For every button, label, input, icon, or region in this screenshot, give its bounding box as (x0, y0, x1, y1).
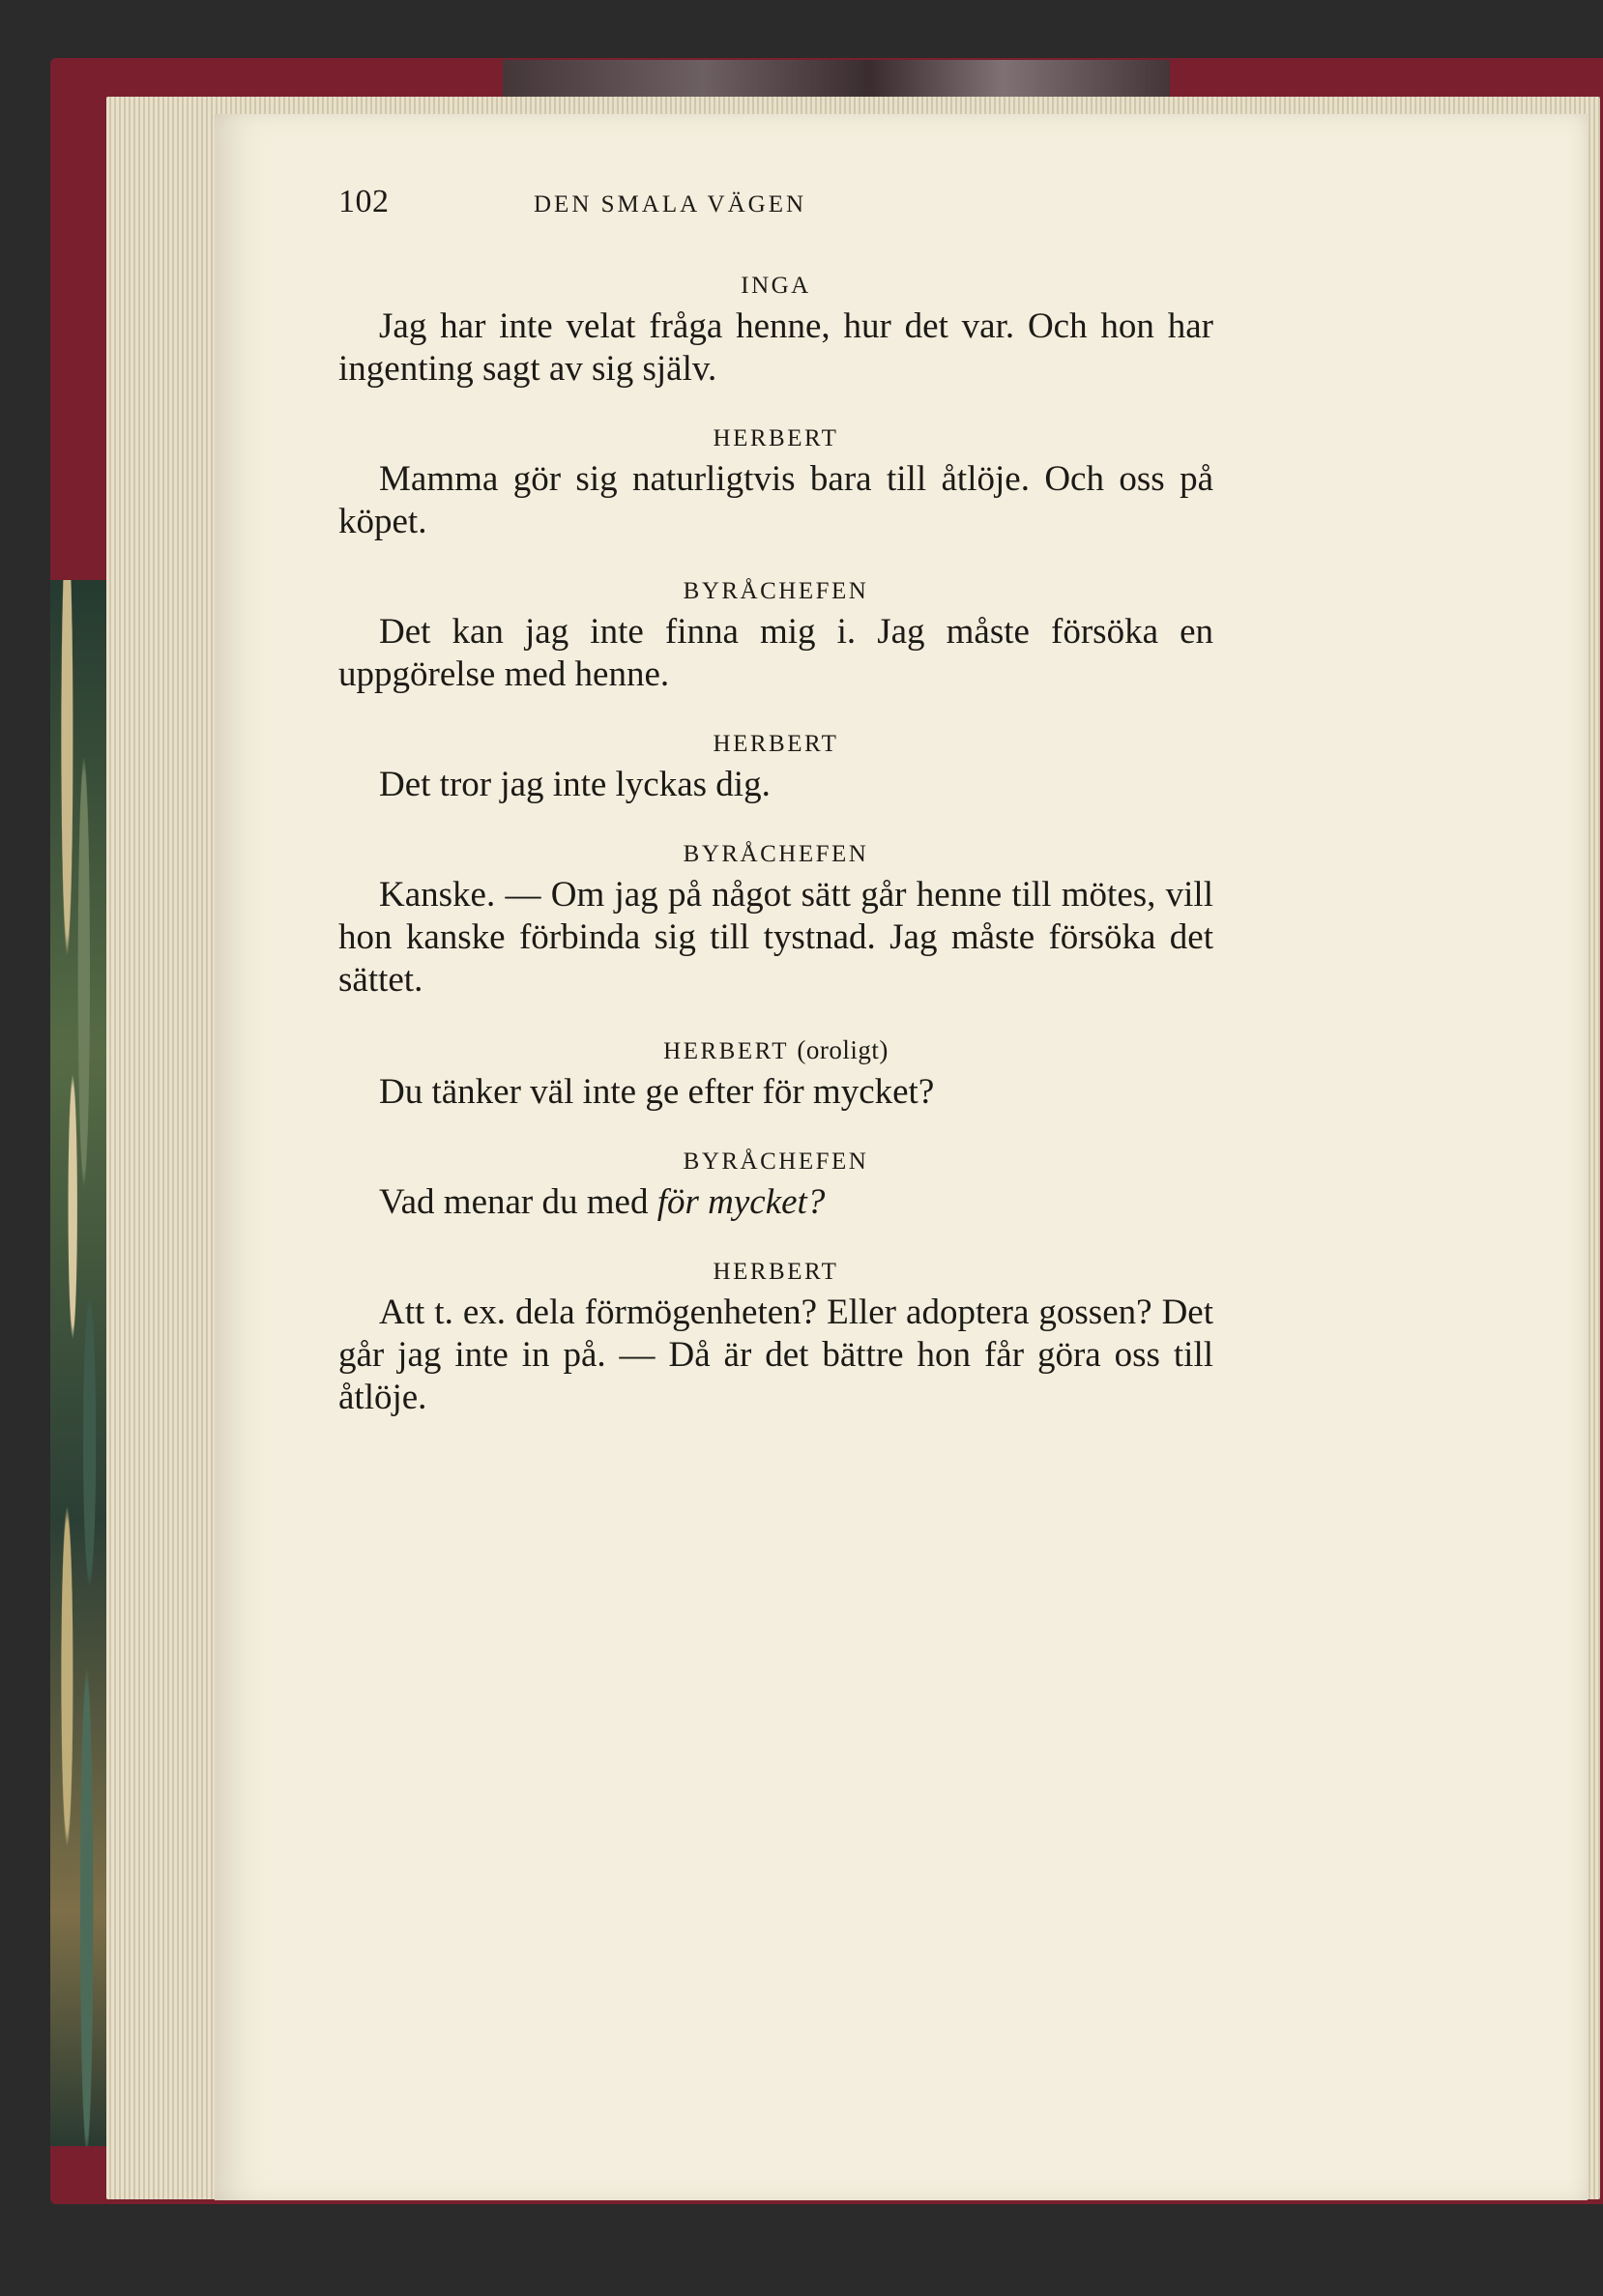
dialogue-line: Det tror jag inte lyckas dig. (379, 765, 771, 804)
dialogue-line: Kanske. — Om jag på något sätt går henne till mötes, vill hon kanske förbinda sig till tystnad. Jag måste försöka det sättet. (338, 875, 1213, 1000)
dialogue-block (338, 1253, 1213, 1419)
dialogue-line: Mamma gör sig naturligtvis bara till åtlöje. Och oss på köpet. (338, 459, 1213, 541)
speaker-name: HERBERT (663, 1038, 789, 1064)
dialogue-block (338, 1143, 1213, 1224)
dialogue-text: Vad menar du med (379, 1182, 657, 1222)
speaker-name: HERBERT (713, 1259, 839, 1285)
dialogue-emphasis: för mycket? (656, 1182, 826, 1222)
page-number: 102 (338, 184, 390, 219)
dialogue-block (338, 267, 1213, 391)
speaker-name: BYRÅCHEFEN (683, 841, 869, 867)
dialogue-line: Du tänker väl inte ge efter för mycket? (379, 1072, 935, 1112)
dialogue-block (338, 725, 1213, 806)
dialogue-block (338, 835, 1213, 1002)
dialogue-line: Att t. ex. dela förmögenheten? Eller adoptera gossen? Det går jag inte in på. — Då är det bättre hon får göra oss till åtlöje. (338, 1293, 1213, 1417)
speaker-name: HERBERT (713, 731, 839, 757)
marbled-endpaper (50, 580, 108, 2146)
speaker-name: INGA (741, 273, 811, 299)
running-head: DEN SMALA VÄGEN (534, 191, 807, 218)
stage-direction: (oroligt) (797, 1035, 889, 1064)
play-text (338, 267, 1213, 1448)
speaker-with-direction (338, 1031, 1213, 1071)
page-header (338, 184, 1209, 242)
speaker-name: BYRÅCHEFEN (683, 1148, 869, 1175)
speaker-name: HERBERT (713, 425, 839, 451)
dialogue-line: Det kan jag inte finna mig i. Jag måste försöka en uppgörelse med henne. (338, 612, 1213, 694)
speaker-name: BYRÅCHEFEN (683, 578, 869, 604)
dialogue-block (338, 420, 1213, 543)
dialogue-line (338, 1181, 1213, 1224)
dialogue-block (338, 572, 1213, 696)
dialogue-line: Jag har inte velat fråga henne, hur det var. Och hon har ingenting sagt av sig själv. (338, 306, 1213, 389)
dialogue-block (338, 1031, 1213, 1114)
